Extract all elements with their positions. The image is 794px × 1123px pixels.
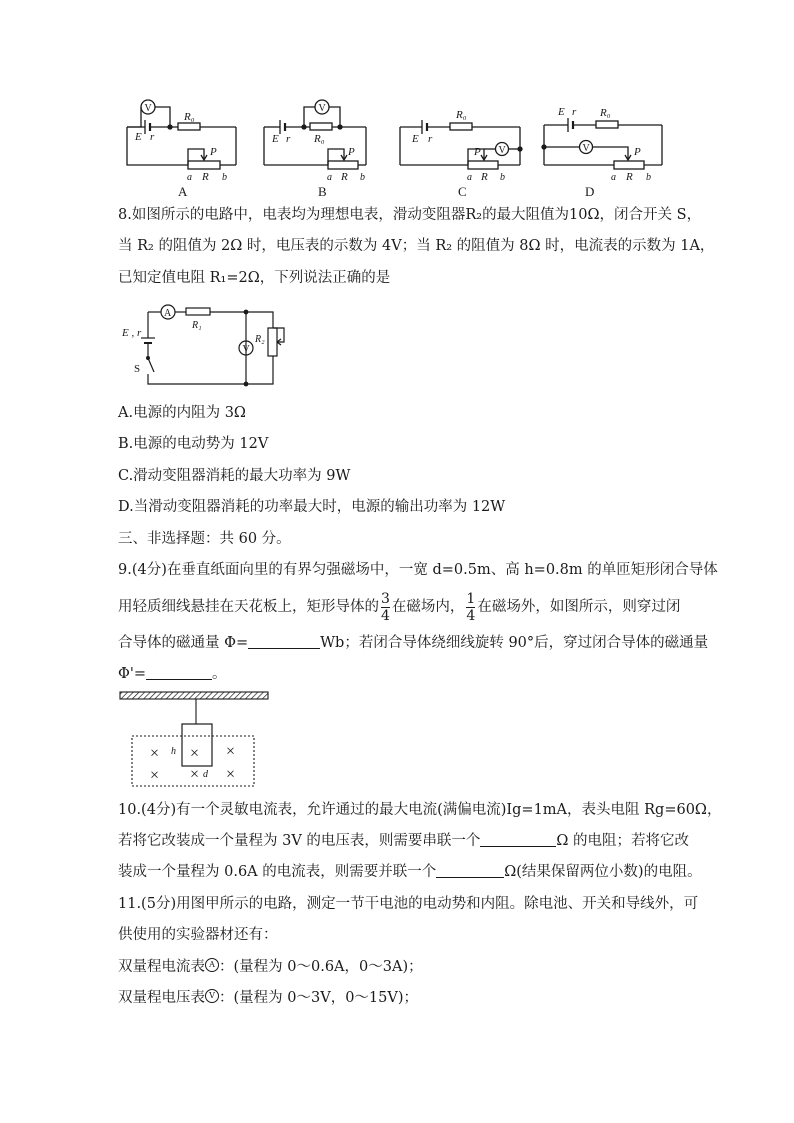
answer-blank-flux[interactable] [248,634,320,649]
svg-text:a: a [187,172,192,183]
fraction-three-quarters: $\frac{3}{4}$ [381,590,390,624]
option-label-a: A [178,184,188,199]
option-label-d: D [585,184,595,199]
q11-line-1: 11.(5分)用图甲所示的电路，测定一节干电池的电动势和内阻。除电池、开关和导线外，可 [118,896,699,912]
svg-text:R₀: R₀ [314,133,325,145]
svg-text:R₀: R₀ [600,107,611,119]
circuit-figure-c [400,109,522,199]
svg-text:E: E [412,133,419,145]
svg-text:R₀: R₀ [184,111,195,123]
ammeter-symbol-icon: A [205,958,219,972]
svg-text:E: E [135,131,142,143]
svg-text:a: a [467,172,472,183]
svg-text:V: V [582,143,590,154]
q10-line-3: 装成一个量程为 0.6A 的电流表，则需要并联一个 Ω(结果保留两位小数)的电阻。 [118,864,702,880]
svg-text:V: V [498,145,506,156]
svg-text:R: R [626,171,633,183]
q8-line-2: 当 R₂ 的阻值为 2Ω 时，电压表的示数为 4V；当 R₂ 的阻值为 8Ω 时，电流表的示数为 1A， [118,238,715,254]
q9-line-3: 合导体的磁通量 Φ= Wb；若闭合导体绕细线旋转 90°后，穿过闭合导体的磁通量 [118,635,709,651]
svg-text:r: r [150,131,155,143]
q8-option-b: B.电源的电动势为 12V [118,436,269,452]
svg-text:b: b [360,172,365,183]
svg-text:R: R [481,171,488,183]
svg-text:r: r [286,133,291,145]
q11-line-3: 双量程电流表 A ：(量程为 0～0.6A，0～3A)； [118,959,423,975]
svg-text:P: P [634,146,641,158]
q10-line-1: 10.(4分)有一个灵敏电流表，允许通过的最大电流(满偏电流)Ig=1mA，表头电阻 Rg=60Ω， [118,802,722,818]
circuit-figure-d [542,106,662,199]
svg-text:b: b [222,172,227,183]
svg-text:b: b [500,172,505,183]
section-3-heading: 三、非选择题：共 60 分。 [118,531,291,547]
svg-text:×: × [226,766,236,783]
voltmeter-symbol-icon: V [205,989,219,1003]
svg-text:×: × [150,767,160,784]
q9-line-2: 用轻质细线悬挂在天花板上，矩形导体的 $\frac{3}{4}$ 在磁场内， $\frac{1}{4}$ 在磁场外，如图所示，则穿过闭 [118,590,681,624]
svg-text:A: A [164,308,172,319]
svg-text:r: r [428,133,433,145]
svg-text:V: V [242,344,250,355]
svg-text:P: P [474,146,481,158]
svg-text:×: × [190,766,200,783]
q8-option-d: D.当滑动变阻器消耗的功率最大时，电源的输出功率为 12W [118,499,506,515]
svg-text:V: V [318,103,326,114]
svg-text:×: × [226,743,236,760]
q10-line-2: 若将它改装成一个量程为 3V 的电压表，则需要串联一个 Ω 的电阻；若将它改 [118,833,690,849]
svg-text:×: × [190,745,200,762]
svg-text:d: d [203,769,208,780]
fraction-one-quarter: $\frac{1}{4}$ [466,590,476,624]
svg-text:V: V [144,103,152,114]
svg-text:a: a [327,172,332,183]
option-label-b: B [318,184,327,199]
svg-text:R₂: R₂ [255,334,265,345]
q9-line-4: Φ'= 。 [118,666,227,682]
circuit-figures-row [118,92,678,202]
q11-line-2: 供使用的实验器材还有： [118,927,278,943]
answer-blank-shunt-resistor[interactable] [436,863,504,878]
q11-line-4: 双量程电压表 V ：(量程为 0～3V，0～15V)； [118,990,418,1006]
circuit-figure-b [264,100,366,199]
svg-text:a: a [611,172,616,183]
answer-blank-series-resistor[interactable] [480,832,556,847]
svg-text:E: E [558,106,565,118]
q8-option-a: A.电源的内阻为 3Ω [118,405,246,421]
svg-text:×: × [150,745,160,762]
q9-magnetic-field-figure [118,690,270,790]
svg-text:E: E [272,133,279,145]
svg-text:b: b [646,172,651,183]
option-label-c: C [458,184,467,199]
q8-option-c: C.滑动变阻器消耗的最大功率为 9W [118,468,351,484]
q8-line-1: 8.如图所示的电路中，电表均为理想电表，滑动变阻器R₂的最大阻值为10Ω，闭合开关 S， [118,207,702,223]
svg-text:h: h [171,746,176,757]
q9-line-1: 9.(4分)在垂直纸面向里的有界匀强磁场中，一宽 d=0.5m、高 h=0.8m 的单匝矩形闭合导体 [118,562,718,578]
q8-line-3: 已知定值电阻 R₁=2Ω，下列说法正确的是 [118,270,391,286]
svg-text:R: R [341,171,348,183]
svg-text:R₁: R₁ [192,320,202,331]
svg-text:R₀: R₀ [456,109,467,121]
svg-text:R: R [202,171,209,183]
svg-text:P: P [348,146,355,158]
svg-text:S: S [134,363,141,375]
circuit-figure-a [127,100,236,199]
q8-circuit-figure [118,298,298,390]
answer-blank-flux-rotated[interactable] [146,665,212,680]
svg-text:r: r [572,106,577,118]
svg-text:E , r: E , r [122,327,142,339]
svg-text:P: P [210,146,217,158]
